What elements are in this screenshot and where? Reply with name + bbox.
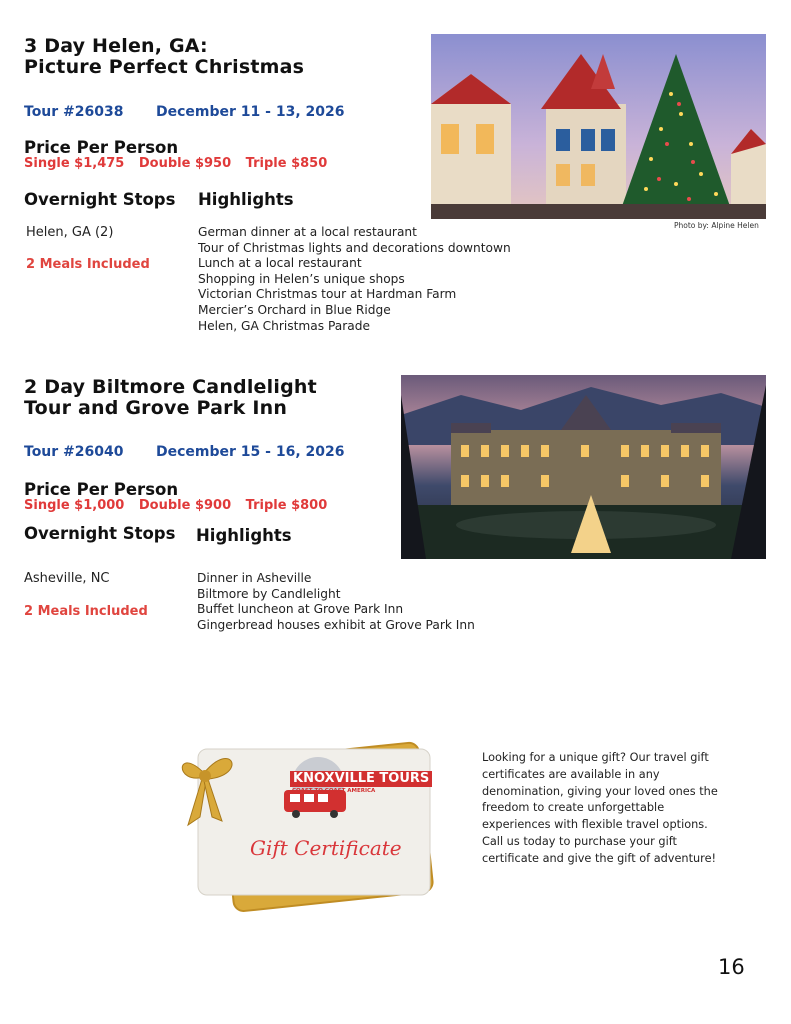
tour1-stop: Helen, GA (2) (26, 225, 114, 240)
tour1-highlights-list (198, 225, 511, 334)
tour1-dates: December 11 - 13, 2026 (156, 104, 345, 120)
tour2-stop: Asheville, NC (24, 571, 110, 586)
tour1-title-line1: 3 Day Helen, GA: (24, 35, 208, 57)
tour2-dates: December 15 - 16, 2026 (156, 444, 345, 460)
list-item: Tour of Christmas lights and decorations downtown (198, 240, 511, 255)
tour1-price-triple: Triple $850 (245, 156, 328, 171)
gift-certificate-image (166, 725, 438, 920)
list-item: Biltmore by Candlelight (197, 586, 341, 601)
list-item: Helen, GA Christmas Parade (198, 318, 370, 333)
tour1-title (24, 36, 304, 78)
tour2-prices (24, 498, 337, 513)
tour1-meals: 2 Meals Included (26, 257, 150, 272)
list-item: Shopping in Helen’s unique shops (198, 271, 405, 286)
list-item: Gingerbread houses exhibit at Grove Park Inn (197, 617, 475, 632)
gift-logo-tagline: COAST TO COAST AMERICA (292, 788, 376, 794)
tour1-price-double: Double $950 (138, 156, 232, 171)
tour2-title (24, 377, 317, 419)
helen-christmas-photo (431, 34, 766, 219)
gift-description: Looking for a unique gift? Our travel gift certificates are available in any denomination, giving your loved ones the freedom to create unforgettable experiences with flexible travel options. Call us today to purchase your gift certificate and give the gift of adventure! (482, 751, 718, 865)
tour2-highlights-list (197, 571, 475, 633)
tour1-number: Tour #26038 (24, 104, 124, 120)
biltmore-candlelight-photo (401, 375, 766, 559)
tour2-price-double: Double $900 (138, 498, 232, 513)
tour2-price-heading: Price Per Person (24, 480, 179, 499)
list-item: Dinner in Asheville (197, 571, 312, 585)
tour2-title-line1: 2 Day Biltmore Candlelight (24, 376, 317, 398)
list-item: Lunch at a local restaurant (198, 256, 362, 271)
list-item: Victorian Christmas tour at Hardman Farm (198, 287, 457, 302)
gift-card-title: Gift Certificate (250, 836, 402, 860)
tour1-highlights-heading: Highlights (198, 190, 294, 209)
list-item: German dinner at a local restaurant (198, 225, 417, 239)
tour1-prices (24, 156, 337, 171)
tour2-stops-heading: Overnight Stops (24, 524, 176, 543)
tour2-price-single: Single $1,000 (24, 498, 125, 513)
tour1-title-line2: Picture Perfect Christmas (24, 56, 305, 78)
tour2-highlights-heading: Highlights (196, 526, 292, 545)
tour2-price-triple: Triple $800 (245, 498, 328, 513)
tour1-price-heading: Price Per Person (24, 138, 179, 157)
tour1-stops-heading: Overnight Stops (24, 190, 176, 209)
tour1-price-single: Single $1,475 (24, 156, 125, 171)
page-number: 16 (718, 955, 745, 979)
tour2-number: Tour #26040 (24, 444, 124, 460)
photo-caption: Photo by: Alpine Helen (674, 221, 759, 230)
tour2-meals: 2 Meals Included (24, 604, 148, 619)
tour2-title-line2: Tour and Grove Park Inn (24, 397, 288, 419)
list-item: Buffet luncheon at Grove Park Inn (197, 602, 404, 617)
gift-logo-name: KNOXVILLE TOURS (290, 771, 432, 787)
list-item: Mercier’s Orchard in Blue Ridge (198, 302, 391, 317)
